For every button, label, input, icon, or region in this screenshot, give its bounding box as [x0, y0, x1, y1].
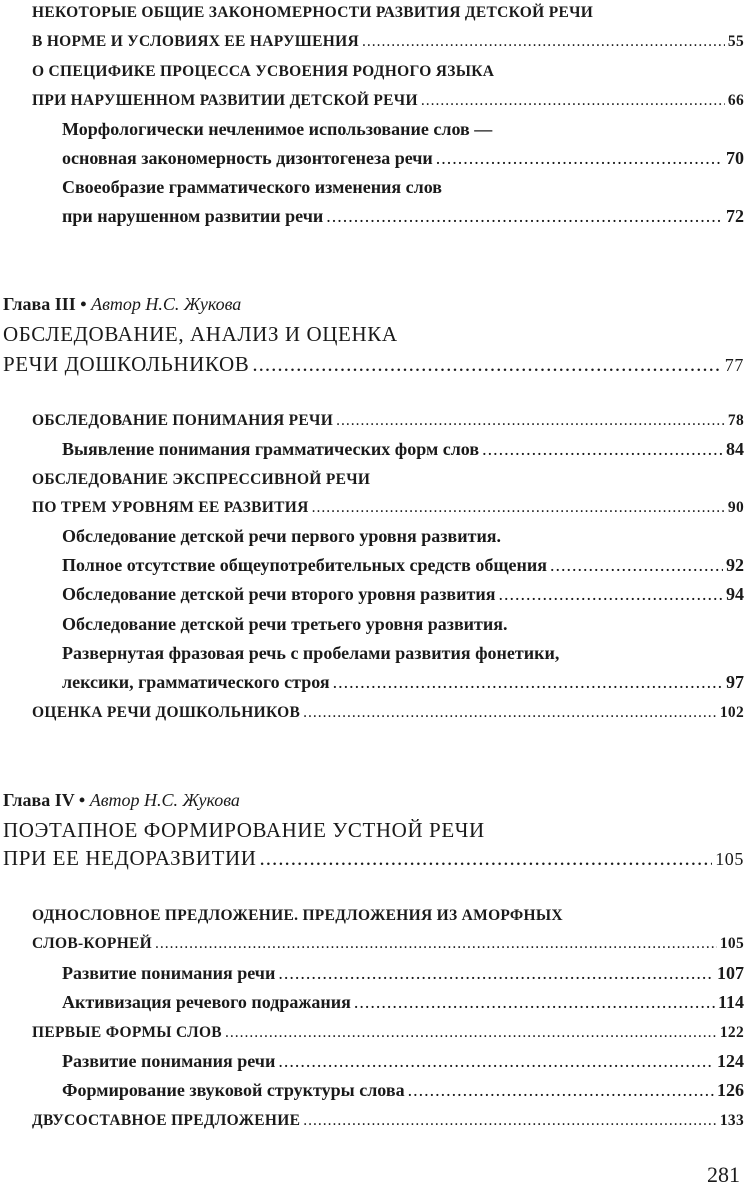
- toc-entry-line: [32, 907, 744, 925]
- toc-entry-text: ОЦЕНКА РЕЧИ ДОШКОЛЬНИКОВ: [32, 704, 301, 721]
- toc-entry-text: ПРИ НАРУШЕННОМ РАЗВИТИИ ДЕТСКОЙ РЕЧИ: [32, 92, 418, 109]
- toc-entry[interactable]: [32, 499, 744, 517]
- toc-page-number: 94: [726, 584, 744, 604]
- toc-page-number: 124: [717, 1051, 744, 1071]
- toc-page-number: 78: [727, 412, 744, 429]
- toc-page-number: 77: [724, 355, 744, 375]
- toc-subentry-text: Своеобразие грамматического изменения слов: [62, 177, 443, 197]
- toc-subentry[interactable]: [62, 206, 744, 227]
- toc-entry[interactable]: [32, 935, 744, 953]
- dot-leader: [278, 1051, 714, 1072]
- toc-subentry-text: Развитие понимания речи: [62, 1051, 276, 1071]
- toc-subentry-text: лексики, грамматического строя: [62, 672, 330, 692]
- dot-leader: [155, 935, 717, 953]
- dot-leader: [421, 92, 725, 110]
- dot-leader: [326, 206, 723, 227]
- toc-entry-text: ПО ТРЕМ УРОВНЯМ ЕЕ РАЗВИТИЯ: [32, 499, 309, 516]
- toc-entry[interactable]: [32, 704, 744, 722]
- toc-subentry-text: Морфологически нечленимое использование слов —: [62, 119, 493, 139]
- toc-entry-text: ОБСЛЕДОВАНИЕ ПОНИМАНИЯ РЕЧИ: [32, 412, 334, 429]
- toc-subentry[interactable]: [62, 555, 744, 576]
- toc-page-number: 122: [719, 1024, 744, 1041]
- dot-leader: [482, 439, 723, 460]
- dot-leader: [498, 584, 723, 605]
- toc-entry-text: ОБСЛЕДОВАНИЕ ЭКСПРЕССИВНОЙ РЕЧИ: [32, 471, 371, 488]
- page-number: 281: [707, 1162, 740, 1187]
- chapter-label: [3, 294, 241, 315]
- toc-page-number: 70: [726, 148, 744, 168]
- toc-page-number: 105: [719, 935, 744, 952]
- chapter-title-text: ОБСЛЕДОВАНИЕ, АНАЛИЗ И ОЦЕНКА: [3, 322, 398, 346]
- toc-subentry-text: при нарушенном развитии речи: [62, 206, 324, 226]
- toc-subentry-text: Формирование звуковой структуры слова: [62, 1080, 405, 1100]
- toc-subentry-line: [62, 614, 744, 635]
- toc-page-number: 105: [715, 849, 744, 869]
- toc-page-number: 55: [727, 33, 744, 50]
- toc-subentry-line: [62, 119, 744, 140]
- toc-subentry-text: Активизация речевого подражания: [62, 992, 351, 1012]
- toc-entry[interactable]: [32, 1024, 744, 1042]
- dot-leader: [333, 672, 723, 693]
- toc-subentry[interactable]: [62, 992, 744, 1013]
- toc-entry-line: [32, 4, 744, 22]
- toc-entry-text: В НОРМЕ И УСЛОВИЯХ ЕЕ НАРУШЕНИЯ: [32, 33, 359, 50]
- dot-leader: [336, 412, 725, 430]
- dot-leader: [303, 704, 717, 722]
- toc-entry[interactable]: [32, 33, 744, 51]
- toc-subentry[interactable]: [62, 1080, 744, 1101]
- dot-leader: [436, 148, 723, 169]
- toc-page-number: 107: [717, 963, 744, 983]
- toc-page-number: 72: [726, 206, 744, 226]
- dot-leader: [408, 1080, 714, 1101]
- toc-page-number: 126: [717, 1080, 744, 1100]
- toc-page-number: 90: [727, 499, 744, 516]
- chapter-number: Глава III: [3, 294, 76, 314]
- toc-subentry-text: Обследование детской речи первого уровня развития.: [62, 526, 502, 546]
- dot-leader: [550, 555, 723, 576]
- dot-leader: [303, 1112, 717, 1130]
- toc-page-number: 114: [717, 992, 744, 1012]
- chapter-number: Глава IV: [3, 790, 75, 810]
- toc-subentry[interactable]: [62, 148, 744, 169]
- dot-leader: [354, 992, 715, 1013]
- chapter-title-text: РЕЧИ ДОШКОЛЬНИКОВ: [3, 352, 250, 376]
- bullet: •: [80, 294, 87, 314]
- bullet: •: [78, 790, 86, 810]
- toc-subentry-line: [62, 177, 744, 198]
- chapter-entry[interactable]: [3, 846, 744, 871]
- toc-entry-line: [32, 471, 744, 489]
- toc-subentry-text: Обследование детской речи третьего уровня развития.: [62, 614, 508, 634]
- dot-leader: [225, 1024, 717, 1042]
- toc-subentry-line: [62, 526, 744, 547]
- toc-entry[interactable]: [32, 1112, 744, 1130]
- toc-entry-line: [32, 63, 744, 81]
- toc-subentry-text: основная закономерность дизонтогенеза речи: [62, 148, 433, 168]
- toc-page-number: 102: [719, 704, 744, 721]
- toc-page-number: 84: [726, 439, 744, 459]
- toc-page-number: 92: [726, 555, 744, 575]
- toc-page-number: 133: [719, 1112, 744, 1129]
- toc-subentry-text: Обследование детской речи второго уровня развития: [62, 584, 496, 604]
- dot-leader: [362, 33, 725, 51]
- chapter-title-text: ПОЭТАПНОЕ ФОРМИРОВАНИЕ УСТНОЙ РЕЧИ: [3, 818, 485, 842]
- chapter-entry[interactable]: [3, 352, 744, 377]
- dot-leader: [312, 499, 725, 517]
- toc-entry-text: О СПЕЦИФИКЕ ПРОЦЕССА УСВОЕНИЯ РОДНОГО ЯЗЫКА: [32, 63, 495, 80]
- toc-entry-text: ПЕРВЫЕ ФОРМЫ СЛОВ: [32, 1024, 222, 1041]
- chapter-title: [3, 322, 398, 347]
- chapter-title: [3, 818, 485, 843]
- toc-subentry[interactable]: [62, 963, 744, 984]
- toc-subentry-text: Выявление понимания грамматических форм слов: [62, 439, 480, 459]
- toc-entry-text: СЛОВ-КОРНЕЙ: [32, 935, 153, 952]
- toc-entry-text: ДВУСОСТАВНОЕ ПРЕДЛОЖЕНИЕ: [32, 1112, 301, 1129]
- toc-entry[interactable]: [32, 92, 744, 110]
- toc-page-number: 97: [726, 672, 744, 692]
- toc-entry-text: ОДНОСЛОВНОЕ ПРЕДЛОЖЕНИЕ. ПРЕДЛОЖЕНИЯ ИЗ АМОРФНЫХ: [32, 907, 563, 924]
- toc-entry[interactable]: [32, 412, 744, 430]
- toc-page-number: 66: [727, 92, 744, 109]
- toc-subentry-text: Развитие понимания речи: [62, 963, 276, 983]
- chapter-label: [3, 790, 240, 811]
- toc-subentry[interactable]: [62, 584, 744, 605]
- dot-leader: [252, 352, 721, 377]
- toc-subentry-text: Полное отсутствие общеупотребительных средств общения: [62, 555, 548, 575]
- chapter-title-text: ПРИ ЕЕ НЕДОРАЗВИТИИ: [3, 846, 257, 870]
- dot-leader: [278, 963, 714, 984]
- toc-subentry-line: [62, 643, 744, 664]
- toc-entry-text: НЕКОТОРЫЕ ОБЩИЕ ЗАКОНОМЕРНОСТИ РАЗВИТИЯ ДЕТСКОЙ РЕЧИ: [32, 4, 594, 21]
- toc-subentry[interactable]: [62, 1051, 744, 1072]
- toc-subentry[interactable]: [62, 672, 744, 693]
- chapter-author: Автор Н.С. Жукова: [91, 294, 242, 314]
- chapter-author: Автор Н.С. Жукова: [89, 790, 240, 810]
- toc-subentry[interactable]: [62, 439, 744, 460]
- toc-subentry-text: Развернутая фразовая речь с пробелами развития фонетики,: [62, 643, 560, 663]
- dot-leader: [260, 846, 713, 871]
